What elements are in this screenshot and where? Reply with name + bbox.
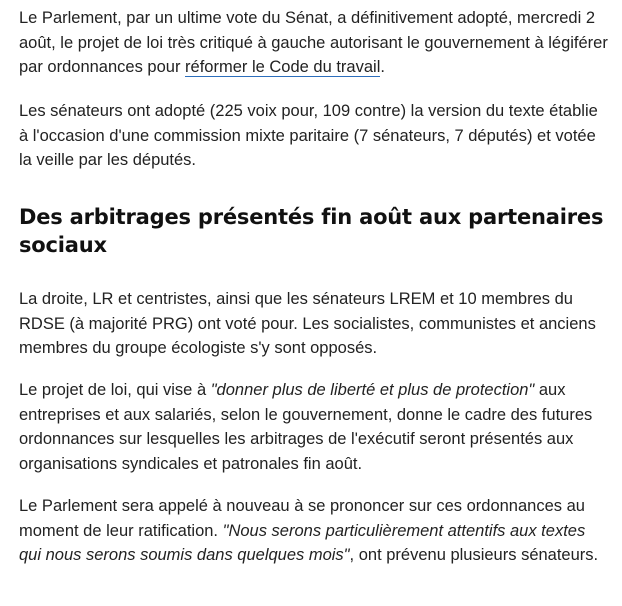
paragraph-2: Les sénateurs ont adopté (225 voix pour, 109 contre) la version du texte établie à l'occasion d'une commission mixte paritaire (7 sénateurs, 7 députés) et votée la veille par les députés. — [19, 102, 598, 169]
link-reformer-code-du-travail[interactable]: réformer le Code du travail — [185, 58, 381, 76]
paragraph-4-text: Le projet de loi, qui vise à — [19, 381, 211, 399]
paragraph-4-quote: "donner plus de liberté et plus de protection" — [210, 381, 535, 399]
paragraph-3: La droite, LR et centristes, ainsi que les sénateurs LREM et 10 membres du RDSE (à majorité PRG) ont voté pour. Les socialistes, communistes et anciens membres du groupe écologiste s'y sont opposés. — [19, 290, 596, 357]
paragraph-1-text: Le Parlement, par un ultime vote du Sénat, a définitivement adopté, mercredi 2 août, le projet de loi très critiqué à gauche autorisant le gouvernement à légiférer par ordonnances pour — [19, 9, 608, 76]
paragraph-1 — [19, 6, 609, 80]
section-heading: Des arbitrages présentés fin août aux partenaires sociaux — [19, 205, 604, 257]
paragraph-4 — [19, 378, 599, 476]
paragraph-5-quote: "Nous serons particulièrement attentifs aux textes qui nous serons soumis dans quelques mois" — [19, 521, 586, 564]
paragraph-4-end: aux entreprises et aux salariés, selon le gouvernement, donne le cadre des futures ordonnances sur lesquelles les arbitrages de l'exécutif seront présentés aux organisations syndicales et patronales fin août. — [19, 381, 593, 473]
paragraph-1-end: . — [380, 58, 385, 76]
paragraph-5 — [19, 494, 599, 568]
paragraph-5-end: , ont prévenu plusieurs sénateurs. — [349, 546, 599, 564]
paragraph-5-text: Le Parlement sera appelé à nouveau à se prononcer sur ces ordonnances au moment de leur ratification. — [19, 497, 585, 540]
